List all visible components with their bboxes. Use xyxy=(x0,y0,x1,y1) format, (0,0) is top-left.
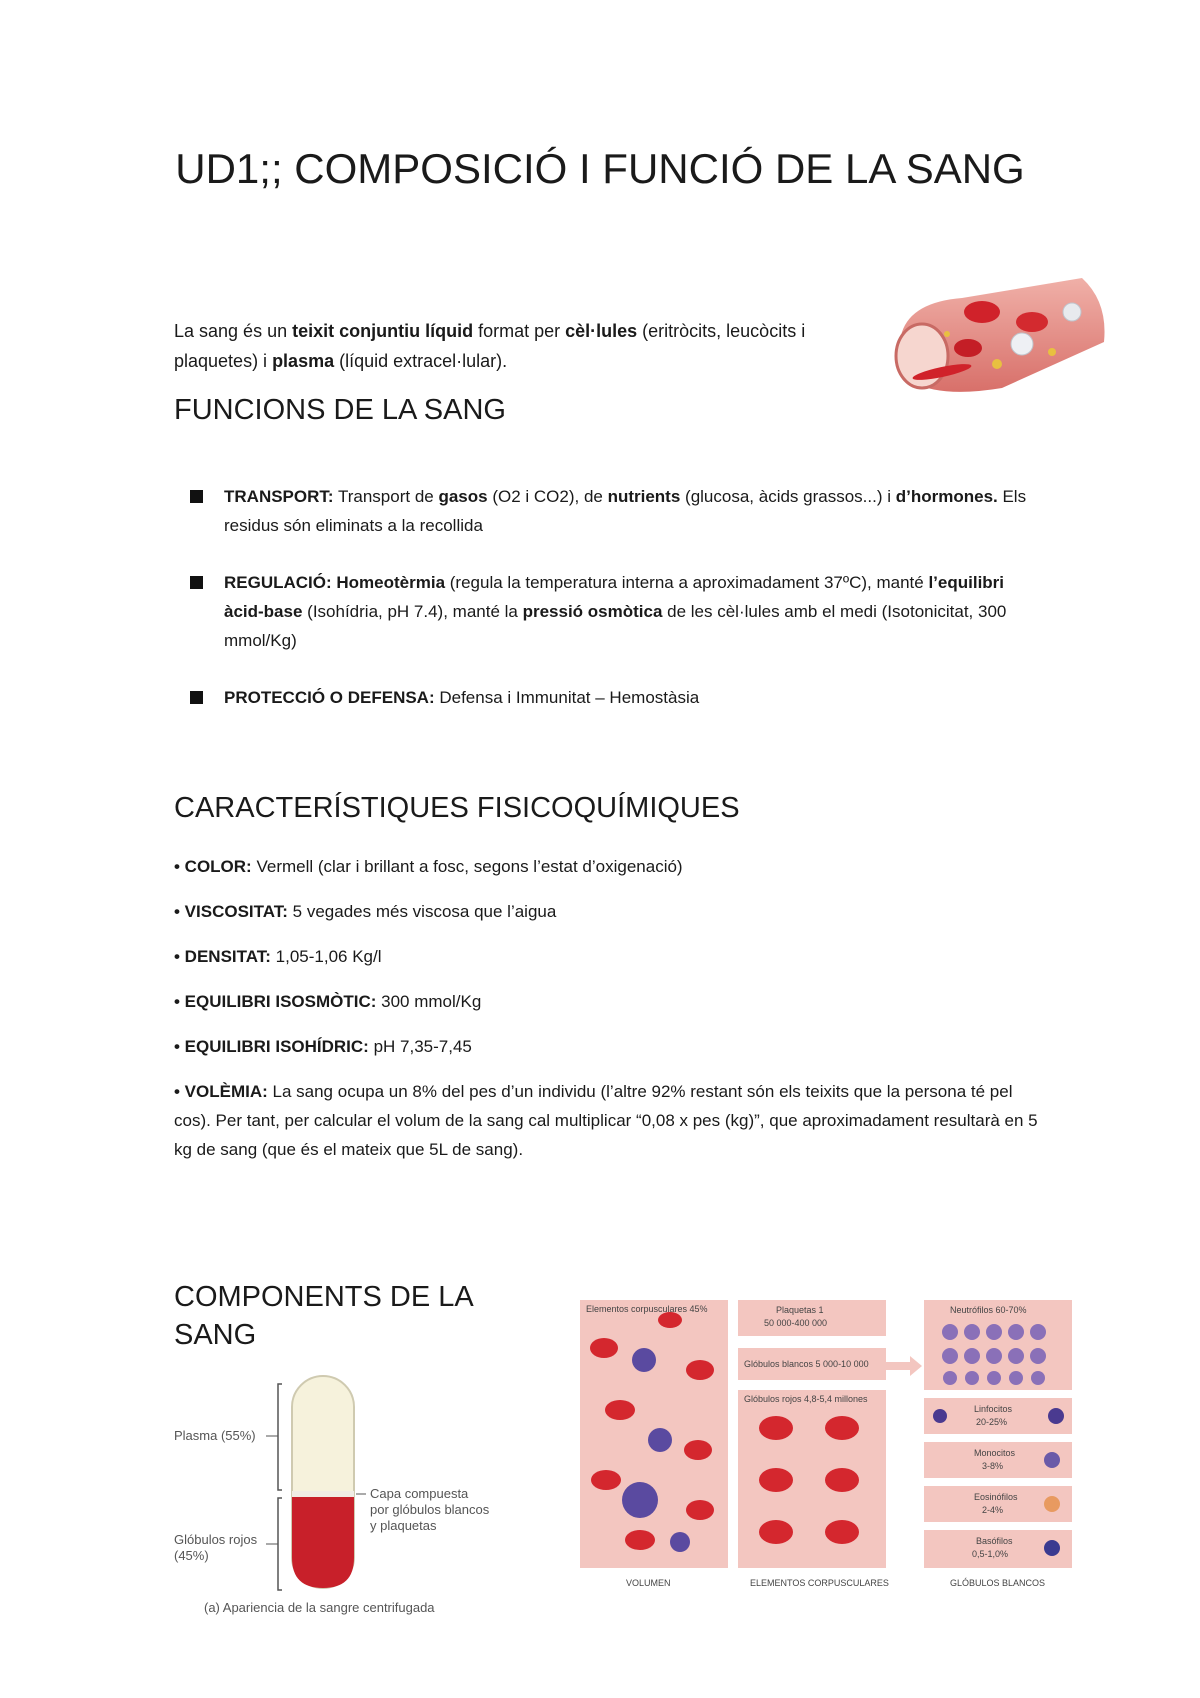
funcions-list xyxy=(190,482,1040,740)
diagram-column-label: VOLUMEN xyxy=(626,1578,671,1588)
diagram-label: Monocitos xyxy=(974,1448,1016,1458)
document-title: UD1;; COMPOSICIÓ I FUNCIÓ DE LA SANG xyxy=(175,145,1025,192)
caracteristiques-list xyxy=(174,852,1054,1180)
tube-label-plasma: Plasma (55%) xyxy=(174,1428,256,1443)
list-item: • VOLÈMIA: La sang ocupa un 8% del pes d’un individu (l’altre 92% restant són els teixits que la persona té pel cos). Per tant, per calcular el volum de la sang cal multiplicar “0,08 x pes (kg)”, que aproximadament resultarà en 5 kg de sang (que és el mateix que 5L de sang). xyxy=(174,1082,1038,1159)
tube-label-capa: y plaquetas xyxy=(370,1518,437,1533)
list-item: PROTECCIÓ O DEFENSA: Defensa i Immunitat – Hemostàsia xyxy=(190,683,1040,712)
centrifuged-blood-tube xyxy=(174,1368,504,1618)
diagram-label: Plaquetas 1 xyxy=(776,1305,824,1315)
blood-components-diagram xyxy=(580,1300,1072,1596)
list-item: • DENSITAT: 1,05-1,06 Kg/l xyxy=(174,947,382,966)
square-bullet-icon xyxy=(190,490,203,503)
intro-text: (líquid extracel·lular). xyxy=(334,351,508,371)
square-bullet-icon xyxy=(190,691,203,704)
intro-bold: cèl·lules xyxy=(565,321,638,341)
intro-text: format per xyxy=(473,321,566,341)
intro-bold: plasma xyxy=(272,351,335,371)
diagram-label: 50 000-400 000 xyxy=(764,1318,828,1328)
diagram-label: Glóbulos rojos 4,8-5,4 millones xyxy=(744,1394,868,1404)
square-bullet-icon xyxy=(190,576,203,589)
funcions-heading: FUNCIONS DE LA SANG xyxy=(174,394,506,426)
list-item: • VISCOSITAT: 5 vegades més viscosa que l’aigua xyxy=(174,902,557,921)
tube-label-capa: por glóbulos blancos xyxy=(370,1502,490,1517)
list-item: TRANSPORT: Transport de gasos (O2 i CO2), de nutrients (glucosa, àcids grassos...) i d’hormones. Els residus són eliminats a la recollida xyxy=(190,482,1040,540)
intro-bold: teixit conjuntiu líquid xyxy=(292,321,474,341)
intro-text: (eritròcits, leucòcits i plaquetes) i xyxy=(174,321,806,371)
tube-label-capa: Capa compuesta xyxy=(370,1486,469,1501)
diagram-label: Linfocitos xyxy=(974,1404,1013,1414)
diagram-label: 2-4% xyxy=(982,1505,1004,1515)
diagram-label: 20-25% xyxy=(976,1417,1008,1427)
diagram-label: Eosinófilos xyxy=(974,1492,1018,1502)
list-item: REGULACIÓ: Homeotèrmia (regula la temperatura interna a aproximadament 37ºC), manté l’equilibri àcid-base (Isohídria, pH 7.4), manté la pressió osmòtica de les cèl·lules amb el medi (Isotonicitat, 300 mmol/Kg) xyxy=(190,568,1040,655)
diagram-column-label: ELEMENTOS CORPUSCULARES xyxy=(750,1578,889,1588)
caracteristiques-heading: CARACTERÍSTIQUES FISICOQUÍMIQUES xyxy=(174,792,740,824)
diagram-label: Glóbulos blancos 5 000-10 000 xyxy=(744,1359,869,1369)
tube-label-rojos: (45%) xyxy=(174,1548,209,1563)
diagram-column-label: GLÓBULOS BLANCOS xyxy=(950,1578,1046,1588)
diagram-label: Basófilos xyxy=(976,1536,1013,1546)
tube-label-rojos: Glóbulos rojos xyxy=(174,1532,258,1547)
list-item: • COLOR: Vermell (clar i brillant a fosc, segons l’estat d’oxigenació) xyxy=(174,857,683,876)
tube-caption: (a) Apariencia de la sangre centrifugada xyxy=(204,1600,435,1615)
components-heading: COMPONENTS DE LA SANG xyxy=(174,1281,473,1351)
intro-text: La sang és un xyxy=(174,321,293,341)
diagram-label: 3-8% xyxy=(982,1461,1004,1471)
intro-paragraph xyxy=(174,316,874,376)
diagram-label: 0,5-1,0% xyxy=(972,1549,1009,1559)
diagram-label: Elementos corpusculares 45% xyxy=(586,1304,708,1314)
diagram-label: Neutrófilos 60-70% xyxy=(950,1305,1027,1315)
blood-vessel-illustration xyxy=(882,272,1108,408)
list-item: • EQUILIBRI ISOSMÒTIC: 300 mmol/Kg xyxy=(174,992,482,1011)
list-item: • EQUILIBRI ISOHÍDRIC: pH 7,35-7,45 xyxy=(174,1037,472,1056)
